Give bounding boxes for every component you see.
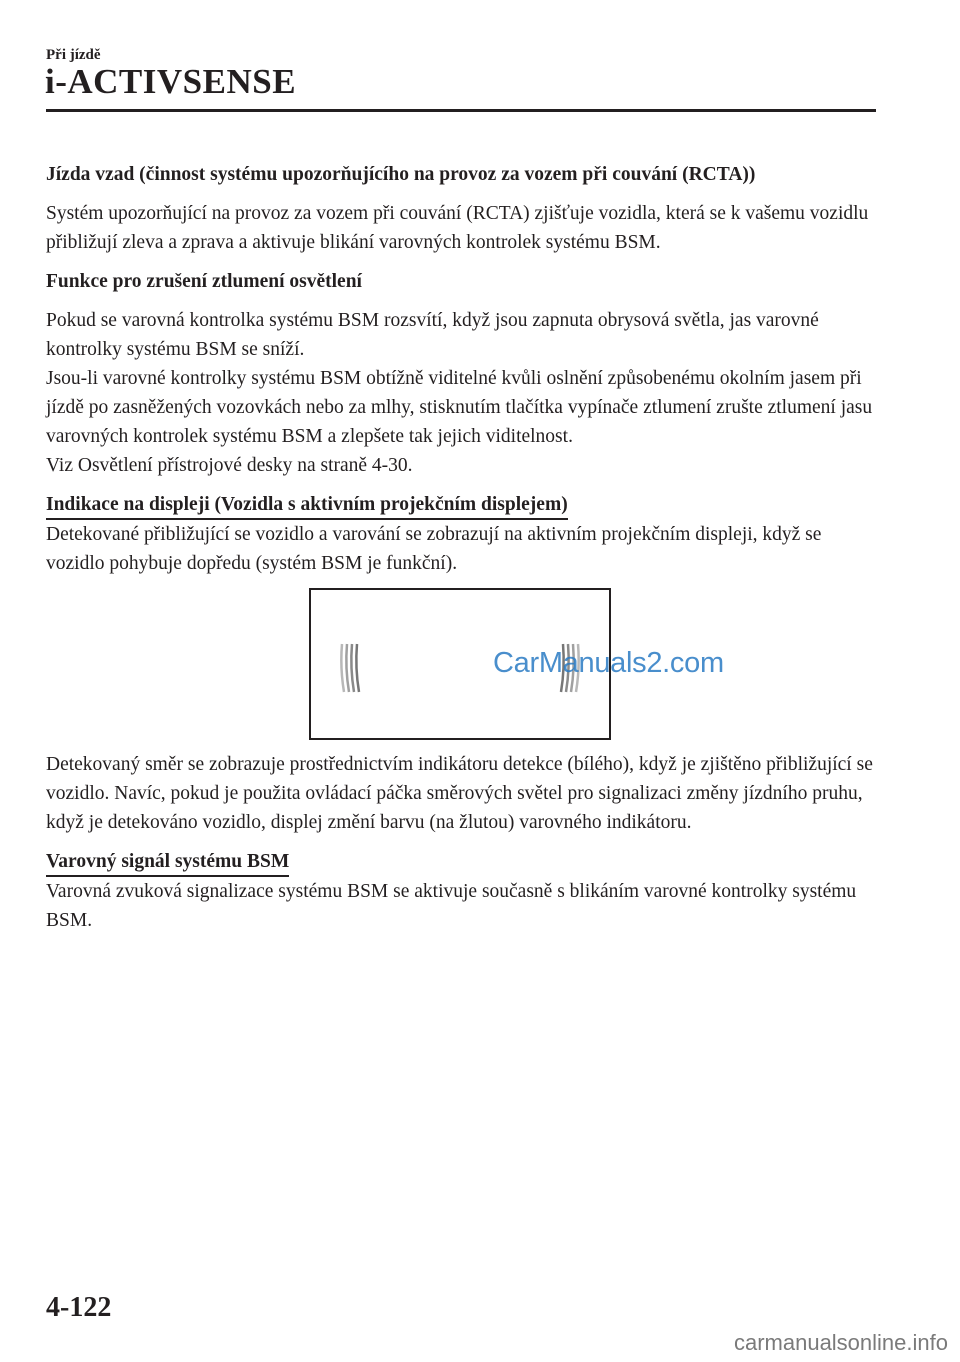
dimming-paragraph-2: Jsou-li varovné kontrolky systému BSM obtížně viditelné kvůli oslnění způsobenému okolním jasem při jízdě po zasněžených vozovkách nebo za mlhy, stisknutím tlačítka vypínače ztlumení zrušte ztlumení jasu varovných kontrolek systému BSM a zlepšete tak jejich viditelnost. bbox=[46, 368, 873, 447]
signal-heading-wrap bbox=[46, 847, 876, 877]
display-heading-wrap bbox=[46, 490, 876, 520]
section-label: Při jízdě bbox=[46, 47, 101, 63]
head-up-display-figure bbox=[309, 588, 724, 740]
display-paragraph-1: Detekované přibližující se vozidlo a varování se zobrazují na aktivním projekčním displeji, když se vozidlo pohybuje dopředu (systém BSM je funkční). bbox=[46, 524, 822, 574]
dimming-heading: Funkce pro zrušení ztlumení osvětlení bbox=[46, 271, 362, 292]
dimming-reference: Viz Osvětlení přístrojové desky na straně 4-30. bbox=[46, 455, 413, 476]
figure-watermark: CarManuals2.com bbox=[493, 647, 724, 679]
display-heading: Indikace na displeji (Vozidla s aktivním projekčním displejem) bbox=[46, 493, 568, 520]
dimming-paragraph-1: Pokud se varovná kontrolka systému BSM rozsvítí, když jsou zapnuta obrysová světla, jas varovné kontrolky systému BSM se sníží. bbox=[46, 310, 819, 360]
signal-paragraph: Varovná zvuková signalizace systému BSM se aktivuje současně s blikáním varovné kontrolky systému BSM. bbox=[46, 881, 857, 931]
footer-watermark: carmanualsonline.info bbox=[733, 1330, 948, 1355]
chapter-title: i-ACTIVSENSE bbox=[45, 62, 297, 101]
content bbox=[46, 160, 876, 935]
left-detection-indicator-icon bbox=[339, 642, 365, 694]
display-paragraph-2: Detekovaný směr se zobrazuje prostřednictvím indikátoru detekce (bílého), když je zjištěno přibližující se vozidlo. Navíc, pokud je použita ovládací páčka směrových světel pro signalizaci změny jízdního pruhu, když je detekováno vozidlo, displej změní barvu (na žlutou) varovného indikátoru. bbox=[46, 754, 873, 833]
rcta-heading: Jízda vzad (činnost systému upozorňujícího na provoz za vozem při couvání (RCTA)) bbox=[46, 164, 756, 185]
header-divider bbox=[46, 109, 876, 112]
signal-heading: Varovný signál systému BSM bbox=[46, 850, 289, 877]
page-number: 4-122 bbox=[46, 1292, 112, 1323]
rcta-paragraph: Systém upozorňující na provoz za vozem při couvání (RCTA) zjišťuje vozidla, která se k vašemu vozidlu přibližují zleva a zprava a aktivuje blikání varovných kontrolek systému BSM. bbox=[46, 203, 869, 253]
